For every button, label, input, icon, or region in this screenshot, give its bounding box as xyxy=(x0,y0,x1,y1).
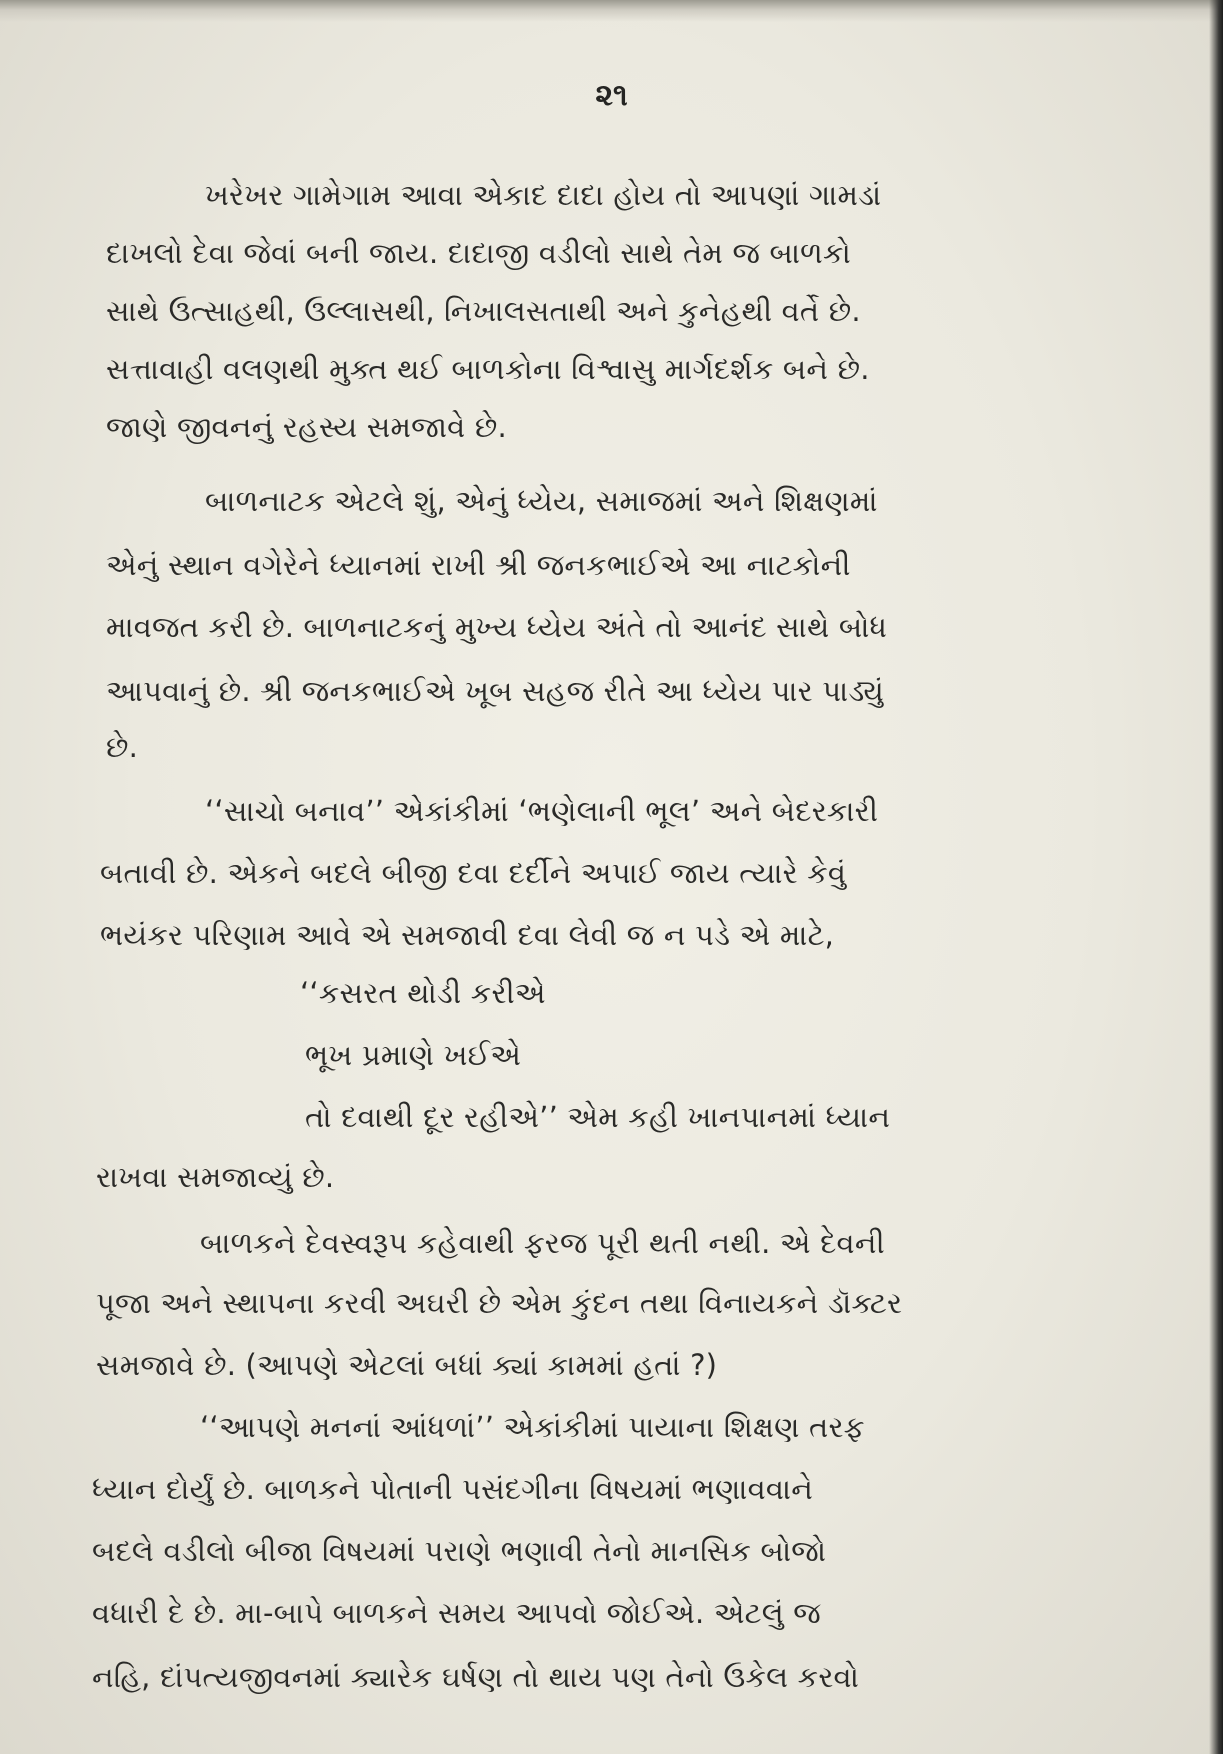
text-line: બાળકને દેવસ્વરૂપ કહેવાથી ફરજ પૂરી થતી નથી. એ દેવની xyxy=(200,1226,885,1260)
text-line: સત્તાવાહી વલણથી મુક્ત થઈ બાળકોના વિશ્વાસુ માર્ગદર્શક બને છે. xyxy=(106,352,870,386)
page-number: ૨૧ xyxy=(595,78,628,113)
text-line: બદલે વડીલો બીજા વિષયમાં પરાણે ભણાવી તેનો માનસિક બોજો xyxy=(92,1534,827,1568)
text-line: પૂજા અને સ્થાપના કરવી અઘરી છે એમ કુંદન તથા વિનાયકને ડૉક્ટર xyxy=(96,1286,903,1320)
text-line: તો દવાથી દૂર રહીએ’’ એમ કહી ખાનપાનમાં ધ્યાન xyxy=(305,1100,891,1134)
text-line: વધારી દે છે. મા-બાપે બાળકને સમય આપવો જોઈએ. એટલું જ xyxy=(92,1596,821,1630)
text-line: રાખવા સમજાવ્યું છે. xyxy=(96,1160,335,1194)
text-line: દાખલો દેવા જેવાં બની જાય. દાદાજી વડીલો સાથે તેમ જ બાળકો xyxy=(106,236,851,270)
text-line: જાણે જીવનનું રહસ્ય સમજાવે છે. xyxy=(106,410,507,444)
text-line: બાળનાટક એટલે શું, એનું ધ્યેય, સમાજમાં અને શિક્ષણમાં xyxy=(205,484,878,518)
text-line: એનું સ્થાન વગેરેને ધ્યાનમાં રાખી શ્રી જનકભાઈએ આ નાટકોની xyxy=(106,548,851,582)
text-line: ભયંકર પરિણામ આવે એ સમજાવી દવા લેવી જ ન પડે એ માટે, xyxy=(100,918,835,952)
text-line: માવજત કરી છે. બાળનાટકનું મુખ્ય ધ્યેય અંતે તો આનંદ સાથે બોધ xyxy=(106,610,888,644)
text-line: ‘‘આપણે મનનાં આંધળાં’’ એકાંકીમાં પાયાના શિક્ષણ તરફ xyxy=(200,1410,865,1444)
text-line: બતાવી છે. એકને બદલે બીજી દવા દર્દીને અપાઈ જાય ત્યારે કેવું xyxy=(100,856,847,890)
text-line: સમજાવે છે. (આપણે એટલાં બધાં ક્યાં કામમાં હતાં ?) xyxy=(96,1348,718,1382)
text-line: ‘‘કસરત થોડી કરીએ xyxy=(300,976,546,1010)
text-line: ખરેખર ગામેગામ આવા એકાદ દાદા હોય તો આપણાં ગામડાં xyxy=(205,178,882,212)
text-line: છે. xyxy=(106,730,139,764)
text-line: નહિ, દાંપત્યજીવનમાં ક્યારેક ઘર્ષણ તો થાય પણ તેનો ઉકેલ કરવો xyxy=(92,1660,860,1694)
text-line: આપવાનું છે. શ્રી જનકભાઈએ ખૂબ સહજ રીતે આ ધ્યેય પાર પાડ્યું xyxy=(106,674,884,708)
text-line: સાથે ઉત્સાહથી, ઉલ્લાસથી, નિખાલસતાથી અને કુનેહથી વર્તે છે. xyxy=(106,294,861,328)
text-line: ભૂખ પ્રમાણે ખઈએ xyxy=(305,1038,521,1072)
text-line: ‘‘સાચો બનાવ’’ એકાંકીમાં ‘ભણેલાની ભૂલ’ અને બેદરકારી xyxy=(205,794,879,828)
text-line: ધ્યાન દોર્યું છે. બાળકને પોતાની પસંદગીના વિષયમાં ભણાવવાને xyxy=(92,1472,814,1506)
